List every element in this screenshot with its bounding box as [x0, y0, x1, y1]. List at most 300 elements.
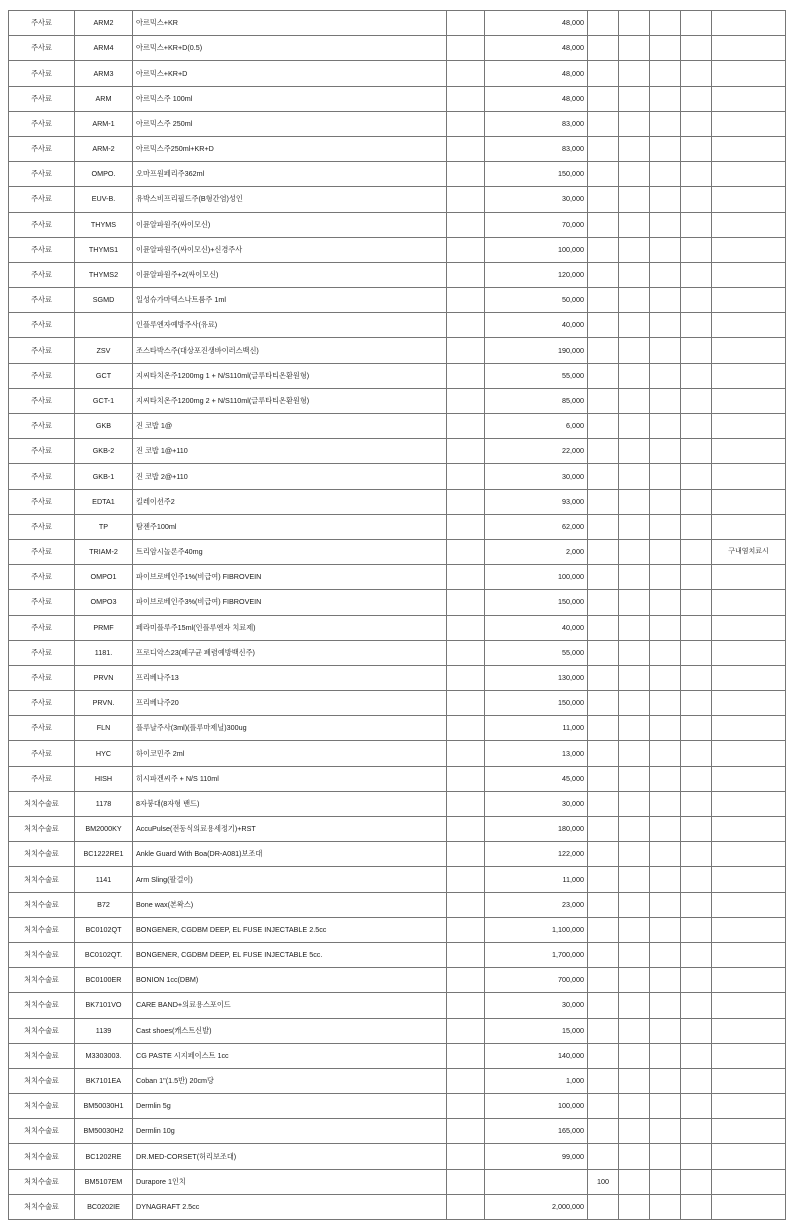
cell-name: 조스타박스주(대상포진생바이러스백신)	[133, 338, 447, 363]
cell-cat: 처치수술료	[9, 1194, 75, 1219]
cell-name: 아르믹스+KR	[133, 11, 447, 36]
cell-note	[712, 1068, 786, 1093]
table-row	[9, 338, 786, 363]
cell-c8	[681, 791, 712, 816]
cell-c5	[588, 791, 619, 816]
cell-c3	[447, 86, 485, 111]
cell-c3	[447, 338, 485, 363]
cell-c5	[588, 716, 619, 741]
cell-c3	[447, 968, 485, 993]
cell-code: OMPO3	[75, 590, 133, 615]
cell-code: 1181.	[75, 640, 133, 665]
cell-name: 프리베나주20	[133, 691, 447, 716]
cell-c7	[650, 942, 681, 967]
cell-c3	[447, 388, 485, 413]
cell-cat: 주사료	[9, 514, 75, 539]
table-row	[9, 187, 786, 212]
cell-amount: 120,000	[485, 262, 588, 287]
cell-amount: 30,000	[485, 791, 588, 816]
cell-c5	[588, 640, 619, 665]
cell-cat: 처치수술료	[9, 791, 75, 816]
table-row	[9, 917, 786, 942]
cell-c3	[447, 237, 485, 262]
cell-cat: 처치수술료	[9, 892, 75, 917]
cell-c8	[681, 414, 712, 439]
cell-note	[712, 665, 786, 690]
cell-c8	[681, 590, 712, 615]
cell-cat: 처치수술료	[9, 917, 75, 942]
cell-c8	[681, 187, 712, 212]
cell-c8	[681, 162, 712, 187]
cell-name: 이뮨알파원주(싸이모신)+신경주사	[133, 237, 447, 262]
cell-c6	[619, 11, 650, 36]
cell-cat: 처치수술료	[9, 942, 75, 967]
cell-cat: 처치수술료	[9, 1043, 75, 1068]
cell-c8	[681, 968, 712, 993]
cell-name: 탐젠주100ml	[133, 514, 447, 539]
cell-name: BONION 1cc(DBM)	[133, 968, 447, 993]
cell-c7	[650, 36, 681, 61]
cell-amount: 1,700,000	[485, 942, 588, 967]
cell-amount: 100,000	[485, 1094, 588, 1119]
cell-c5	[588, 1119, 619, 1144]
table-row	[9, 590, 786, 615]
cell-code: PRMF	[75, 615, 133, 640]
cell-c5	[588, 262, 619, 287]
cell-c7	[650, 539, 681, 564]
cell-note	[712, 817, 786, 842]
cell-amount: 122,000	[485, 842, 588, 867]
cell-note	[712, 237, 786, 262]
cell-c8	[681, 741, 712, 766]
cell-note	[712, 968, 786, 993]
cell-note	[712, 867, 786, 892]
cell-c8	[681, 388, 712, 413]
cell-c8	[681, 61, 712, 86]
cell-amount: 165,000	[485, 1119, 588, 1144]
cell-c6	[619, 414, 650, 439]
cell-c8	[681, 262, 712, 287]
cell-c5	[588, 439, 619, 464]
cell-c7	[650, 1169, 681, 1194]
cell-c7	[650, 791, 681, 816]
table-row	[9, 665, 786, 690]
cell-c3	[447, 993, 485, 1018]
cell-cat: 주사료	[9, 539, 75, 564]
cell-c3	[447, 539, 485, 564]
cell-c6	[619, 1144, 650, 1169]
cell-amount: 22,000	[485, 439, 588, 464]
cell-c6	[619, 363, 650, 388]
cell-c6	[619, 36, 650, 61]
cell-cat: 주사료	[9, 464, 75, 489]
cell-c6	[619, 1043, 650, 1068]
cell-c5	[588, 993, 619, 1018]
cell-c7	[650, 489, 681, 514]
cell-name: 이뮨알파원주+2(싸이모신)	[133, 262, 447, 287]
cell-c5	[588, 86, 619, 111]
cell-c7	[650, 590, 681, 615]
table-row	[9, 716, 786, 741]
cell-c5	[588, 917, 619, 942]
cell-note	[712, 1144, 786, 1169]
cell-note	[712, 1018, 786, 1043]
cell-c8	[681, 313, 712, 338]
cell-code: ARM3	[75, 61, 133, 86]
cell-c8	[681, 565, 712, 590]
cell-c6	[619, 565, 650, 590]
cell-c5	[588, 464, 619, 489]
cell-c5	[588, 539, 619, 564]
cell-c5	[588, 842, 619, 867]
table-row	[9, 1068, 786, 1093]
cell-c3	[447, 1144, 485, 1169]
cell-c3	[447, 111, 485, 136]
cell-c8	[681, 716, 712, 741]
cell-c5	[588, 61, 619, 86]
cell-c7	[650, 716, 681, 741]
cell-name: Arm Sling(팔걸이)	[133, 867, 447, 892]
table-row	[9, 414, 786, 439]
cell-name: 프로디악스23(폐구균 폐렴예방백신주)	[133, 640, 447, 665]
cell-note	[712, 590, 786, 615]
cell-c3	[447, 615, 485, 640]
cell-note	[712, 111, 786, 136]
cell-code: PRVN	[75, 665, 133, 690]
cell-code: ARM4	[75, 36, 133, 61]
cell-c6	[619, 665, 650, 690]
cell-amount: 140,000	[485, 1043, 588, 1068]
cell-c8	[681, 867, 712, 892]
cell-c7	[650, 665, 681, 690]
cell-code: GKB-2	[75, 439, 133, 464]
cell-cat: 주사료	[9, 363, 75, 388]
cell-c3	[447, 1018, 485, 1043]
cell-c6	[619, 136, 650, 161]
cell-cat: 주사료	[9, 111, 75, 136]
cell-c6	[619, 313, 650, 338]
cell-note	[712, 1094, 786, 1119]
cell-c7	[650, 338, 681, 363]
cell-c5	[588, 237, 619, 262]
cell-note	[712, 1043, 786, 1068]
cell-amount: 83,000	[485, 136, 588, 161]
cell-cat: 주사료	[9, 741, 75, 766]
cell-name: Coban 1"(1.5반) 20cm당	[133, 1068, 447, 1093]
table-row	[9, 539, 786, 564]
cell-name: 아르믹스주 100ml	[133, 86, 447, 111]
cell-amount: 190,000	[485, 338, 588, 363]
cell-amount: 100,000	[485, 237, 588, 262]
cell-c8	[681, 288, 712, 313]
table-row	[9, 288, 786, 313]
cell-c6	[619, 162, 650, 187]
cell-c8	[681, 1068, 712, 1093]
table-row	[9, 791, 786, 816]
cell-note	[712, 187, 786, 212]
cell-cat: 처치수술료	[9, 842, 75, 867]
cell-amount: 150,000	[485, 691, 588, 716]
cell-c8	[681, 817, 712, 842]
cell-cat: 주사료	[9, 388, 75, 413]
cell-cat: 주사료	[9, 489, 75, 514]
cell-code: BM50030H1	[75, 1094, 133, 1119]
cell-code: BC0102QT.	[75, 942, 133, 967]
cell-code: BC0102QT	[75, 917, 133, 942]
cell-c6	[619, 212, 650, 237]
cell-note	[712, 615, 786, 640]
cell-amount: 2,000	[485, 539, 588, 564]
cell-amount: 99,000	[485, 1144, 588, 1169]
cell-name: 플루날주사(3ml)(플루마제닐)300ug	[133, 716, 447, 741]
cell-c6	[619, 262, 650, 287]
cell-c3	[447, 136, 485, 161]
cell-note	[712, 414, 786, 439]
cell-cat: 처치수술료	[9, 817, 75, 842]
cell-c7	[650, 993, 681, 1018]
cell-c7	[650, 615, 681, 640]
table-row	[9, 262, 786, 287]
cell-c3	[447, 691, 485, 716]
cell-c6	[619, 842, 650, 867]
cell-c6	[619, 1169, 650, 1194]
cell-note	[712, 388, 786, 413]
cell-note	[712, 489, 786, 514]
cell-c7	[650, 111, 681, 136]
cell-c7	[650, 741, 681, 766]
cell-c8	[681, 665, 712, 690]
table-body	[9, 11, 786, 1220]
cell-code: ARM	[75, 86, 133, 111]
cell-c5: 100	[588, 1169, 619, 1194]
cell-c6	[619, 1194, 650, 1219]
cell-note	[712, 288, 786, 313]
cell-code: TRIAM-2	[75, 539, 133, 564]
cell-c7	[650, 363, 681, 388]
cell-cat: 주사료	[9, 766, 75, 791]
cell-c3	[447, 842, 485, 867]
cell-cat: 처치수술료	[9, 867, 75, 892]
cell-c3	[447, 11, 485, 36]
cell-c7	[650, 1094, 681, 1119]
table-row	[9, 1094, 786, 1119]
cell-amount: 30,000	[485, 993, 588, 1018]
cell-cat: 처치수술료	[9, 1169, 75, 1194]
cell-c6	[619, 1018, 650, 1043]
cell-c7	[650, 867, 681, 892]
cell-amount: 130,000	[485, 665, 588, 690]
cell-c5	[588, 388, 619, 413]
cell-c8	[681, 439, 712, 464]
cell-name: 아르믹스주 250ml	[133, 111, 447, 136]
cell-c6	[619, 942, 650, 967]
cell-note	[712, 1194, 786, 1219]
cell-amount: 48,000	[485, 61, 588, 86]
cell-code: EDTA1	[75, 489, 133, 514]
cell-c3	[447, 514, 485, 539]
cell-name: Bone wax(본왁스)	[133, 892, 447, 917]
cell-c5	[588, 136, 619, 161]
cell-c8	[681, 539, 712, 564]
cell-c7	[650, 388, 681, 413]
cell-c6	[619, 766, 650, 791]
cell-note	[712, 136, 786, 161]
cell-c3	[447, 867, 485, 892]
table-row	[9, 514, 786, 539]
cell-amount: 85,000	[485, 388, 588, 413]
cell-c5	[588, 615, 619, 640]
cell-cat: 주사료	[9, 86, 75, 111]
cell-cat: 주사료	[9, 565, 75, 590]
cell-c8	[681, 111, 712, 136]
cell-name: Durapore 1인치	[133, 1169, 447, 1194]
cell-c8	[681, 1043, 712, 1068]
table-row	[9, 11, 786, 36]
cell-c5	[588, 665, 619, 690]
cell-note	[712, 1169, 786, 1194]
cell-c7	[650, 11, 681, 36]
cell-cat: 주사료	[9, 36, 75, 61]
cell-c3	[447, 61, 485, 86]
cell-code: 1141	[75, 867, 133, 892]
cell-c3	[447, 1169, 485, 1194]
cell-note	[712, 766, 786, 791]
cell-code	[75, 313, 133, 338]
cell-c3	[447, 162, 485, 187]
cell-c8	[681, 464, 712, 489]
cell-c5	[588, 162, 619, 187]
cell-c3	[447, 1194, 485, 1219]
cell-amount	[485, 1169, 588, 1194]
table-row	[9, 968, 786, 993]
cell-code: ZSV	[75, 338, 133, 363]
cell-cat: 처치수술료	[9, 1094, 75, 1119]
cell-c6	[619, 1068, 650, 1093]
cell-c6	[619, 1119, 650, 1144]
cell-cat: 주사료	[9, 691, 75, 716]
cell-code: 1139	[75, 1018, 133, 1043]
cell-c3	[447, 892, 485, 917]
cell-c5	[588, 414, 619, 439]
cell-note	[712, 993, 786, 1018]
cell-c7	[650, 1194, 681, 1219]
table-row	[9, 86, 786, 111]
cell-name: 8자붕대(8자형 밴드)	[133, 791, 447, 816]
cell-c8	[681, 1018, 712, 1043]
cell-cat: 처치수술료	[9, 1068, 75, 1093]
table-row	[9, 464, 786, 489]
cell-amount: 62,000	[485, 514, 588, 539]
cell-c8	[681, 1194, 712, 1219]
cell-cat: 주사료	[9, 640, 75, 665]
cell-note	[712, 1119, 786, 1144]
cell-amount: 700,000	[485, 968, 588, 993]
cell-c6	[619, 716, 650, 741]
cell-code: BC0202IE	[75, 1194, 133, 1219]
table-row	[9, 1119, 786, 1144]
cell-c7	[650, 61, 681, 86]
table-row	[9, 1018, 786, 1043]
cell-cat: 주사료	[9, 162, 75, 187]
cell-c5	[588, 741, 619, 766]
cell-amount: 48,000	[485, 36, 588, 61]
cell-name: 진 코밥 2@+110	[133, 464, 447, 489]
cell-c5	[588, 867, 619, 892]
cell-c6	[619, 61, 650, 86]
cell-c5	[588, 514, 619, 539]
cell-c5	[588, 590, 619, 615]
cell-c3	[447, 590, 485, 615]
cell-note	[712, 842, 786, 867]
cell-note	[712, 439, 786, 464]
table-row	[9, 741, 786, 766]
cell-code: BM2000KY	[75, 817, 133, 842]
cell-code: BK7101EA	[75, 1068, 133, 1093]
cell-c7	[650, 187, 681, 212]
cell-note	[712, 162, 786, 187]
cell-name: 페라미플루주15ml(인플루엔자 치료제)	[133, 615, 447, 640]
cell-c7	[650, 439, 681, 464]
cell-code: THYMS1	[75, 237, 133, 262]
cell-code: OMPO.	[75, 162, 133, 187]
cell-amount: 100,000	[485, 565, 588, 590]
cell-name: 하이코민주 2ml	[133, 741, 447, 766]
cell-c3	[447, 1119, 485, 1144]
cell-name: 지씨타치온주1200mg 2 + N/S110ml(글루타티온환원형)	[133, 388, 447, 413]
cell-note	[712, 11, 786, 36]
cell-c5	[588, 363, 619, 388]
cell-c6	[619, 917, 650, 942]
cell-c5	[588, 111, 619, 136]
cell-code: HYC	[75, 741, 133, 766]
cell-c5	[588, 288, 619, 313]
cell-c3	[447, 439, 485, 464]
cell-amount: 11,000	[485, 716, 588, 741]
cell-c6	[619, 615, 650, 640]
cell-note	[712, 464, 786, 489]
cell-amount: 13,000	[485, 741, 588, 766]
cell-amount: 93,000	[485, 489, 588, 514]
cell-c6	[619, 187, 650, 212]
cell-c8	[681, 640, 712, 665]
cell-c6	[619, 237, 650, 262]
cell-name: 진 코밥 1@+110	[133, 439, 447, 464]
table-row	[9, 817, 786, 842]
table-row	[9, 136, 786, 161]
cell-name: 아르믹스+KR+D	[133, 61, 447, 86]
cell-name: 아르믹스주250ml+KR+D	[133, 136, 447, 161]
cell-c6	[619, 741, 650, 766]
cell-c8	[681, 363, 712, 388]
cell-c6	[619, 993, 650, 1018]
cell-amount: 50,000	[485, 288, 588, 313]
cell-note	[712, 313, 786, 338]
cell-code: THYMS2	[75, 262, 133, 287]
cell-c6	[619, 539, 650, 564]
cell-c3	[447, 414, 485, 439]
cell-name: 파이브로베인주1%(비급여) FIBROVEIN	[133, 565, 447, 590]
cell-c7	[650, 1068, 681, 1093]
cell-note	[712, 86, 786, 111]
cell-cat: 주사료	[9, 313, 75, 338]
cell-name: 히시파겐씨주 + N/S 110ml	[133, 766, 447, 791]
cell-c3	[447, 1068, 485, 1093]
cell-name: 킬레이션주2	[133, 489, 447, 514]
cell-c6	[619, 86, 650, 111]
cell-amount: 150,000	[485, 162, 588, 187]
cell-amount: 55,000	[485, 363, 588, 388]
cell-cat: 주사료	[9, 615, 75, 640]
